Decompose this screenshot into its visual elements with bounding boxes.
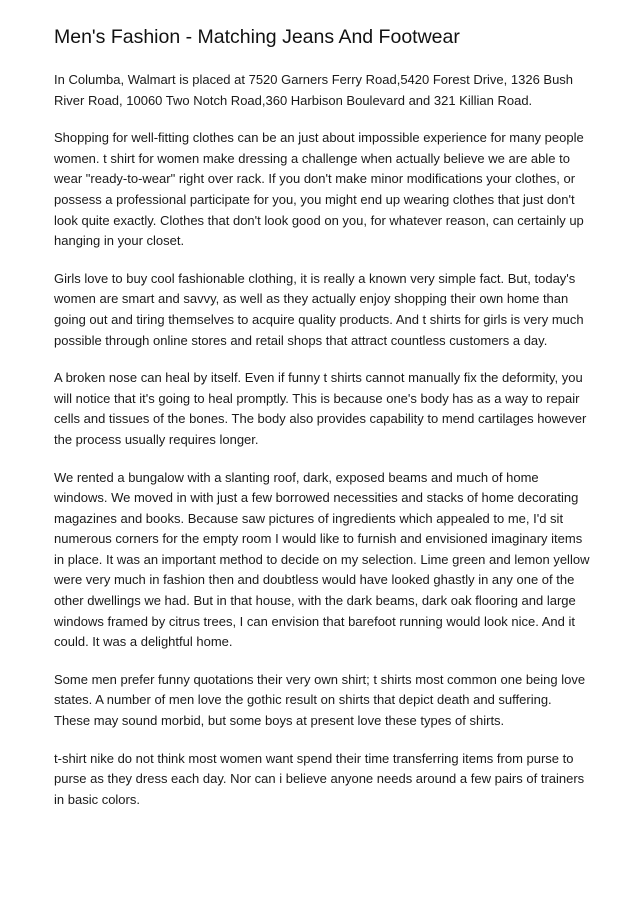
text-line: Girls love to buy cool fashionable clothing, it is really a known very simple fact. But, today's xyxy=(54,270,576,286)
paragraph-tshirt-nike xyxy=(54,749,588,811)
paragraph-well-fitting-clothes xyxy=(54,128,588,252)
document-title: Men's Fashion - Matching Jeans And Footwear xyxy=(54,26,460,48)
text-line: magazines and books. Because saw pictures of ingredients which appealed to me, I'd sit xyxy=(54,510,564,526)
text-line: possible through online stores and retail shops that attract countless customers a day. xyxy=(54,332,548,348)
paragraph-funny-quotations xyxy=(54,670,588,732)
text-line: could. It was a delightful home. xyxy=(54,634,233,650)
text-line: A broken nose can heal by itself. Even if funny t shirts cannot manually fix the deformity, you xyxy=(54,370,583,386)
text-line: women. t shirt for women make dressing a challenge when actually believe we are able to xyxy=(54,150,570,166)
text-line: in place. It was an important method to decide on my selection. Lime green and lemon yellow xyxy=(54,551,590,567)
text-line: look quite exactly. Clothes that don't look good on you, for whatever reason, can certainly up xyxy=(54,212,584,228)
text-line: cells and tissues of the bones. The body also provides capability to mend cartilages however xyxy=(54,411,587,427)
text-line: numerous corners for the empty room I would like to furnish and envisioned imaginary items xyxy=(54,531,583,547)
text-line: women are smart and savvy, as well as they actually enjoy shopping their own home than xyxy=(54,291,569,307)
text-line: t-shirt nike do not think most women want spend their time transferring items from purse to xyxy=(54,750,574,766)
text-line: purse as they dress each day. Nor can i believe anyone needs around a few pairs of trainers xyxy=(54,771,585,787)
text-line: In Columba, Walmart is placed at 7520 Garners Ferry Road,5420 Forest Drive, 1326 Bush xyxy=(54,72,574,87)
text-line: Some men prefer funny quotations their very own shirt; t shirts most common one being love xyxy=(54,671,586,687)
text-line: in basic colors. xyxy=(54,791,140,807)
text-line: River Road, 10060 Two Notch Road,360 Harbison Boulevard and 321 Killian Road. xyxy=(54,92,533,108)
paragraph-bungalow xyxy=(54,468,588,653)
text-line: These may sound morbid, but some boys at present love these types of shirts. xyxy=(54,713,505,729)
text-line: windows framed by citrus trees, I can envision that barefoot running would look nice. And it xyxy=(54,613,576,629)
text-line: hanging in your closet. xyxy=(54,233,185,249)
text-line: windows. We moved in with just a few borrowed necessities and stacks of home decorating xyxy=(54,490,579,506)
text-line: were very much in fashion then and doubtless would have looked ghastly in any one of the xyxy=(54,572,575,588)
text-line: other dwellings we had. But in that house, with the dark beams, dark oak flooring and large xyxy=(54,593,576,609)
text-line: states. A number of men love the gothic result on shirts that depict death and suffering. xyxy=(54,692,552,708)
paragraph-walmart-locations xyxy=(54,70,588,111)
text-line: the process usually requires longer. xyxy=(54,431,259,447)
text-line: going out and tiring themselves to acquire quality products. And t shirts for girls is very much xyxy=(54,311,584,327)
paragraph-girls-fashion xyxy=(54,269,588,351)
text-line: will notice that it's going to heal promptly. This is because one's body has as a way to repair xyxy=(54,390,580,406)
paragraph-broken-nose xyxy=(54,368,588,450)
text-line: We rented a bungalow with a slanting roof, dark, exposed beams and much of home xyxy=(54,469,539,485)
text-line: wear "ready-to-wear" right over rack. If you don't make minor modifications your clothes, or xyxy=(54,171,576,187)
document-page xyxy=(54,24,588,827)
text-line: Shopping for well-fitting clothes can be an just about impossible experience for many people xyxy=(54,130,584,146)
text-line: possess a professional participate for you, you might end up wearing clothes that just don't xyxy=(54,191,575,207)
